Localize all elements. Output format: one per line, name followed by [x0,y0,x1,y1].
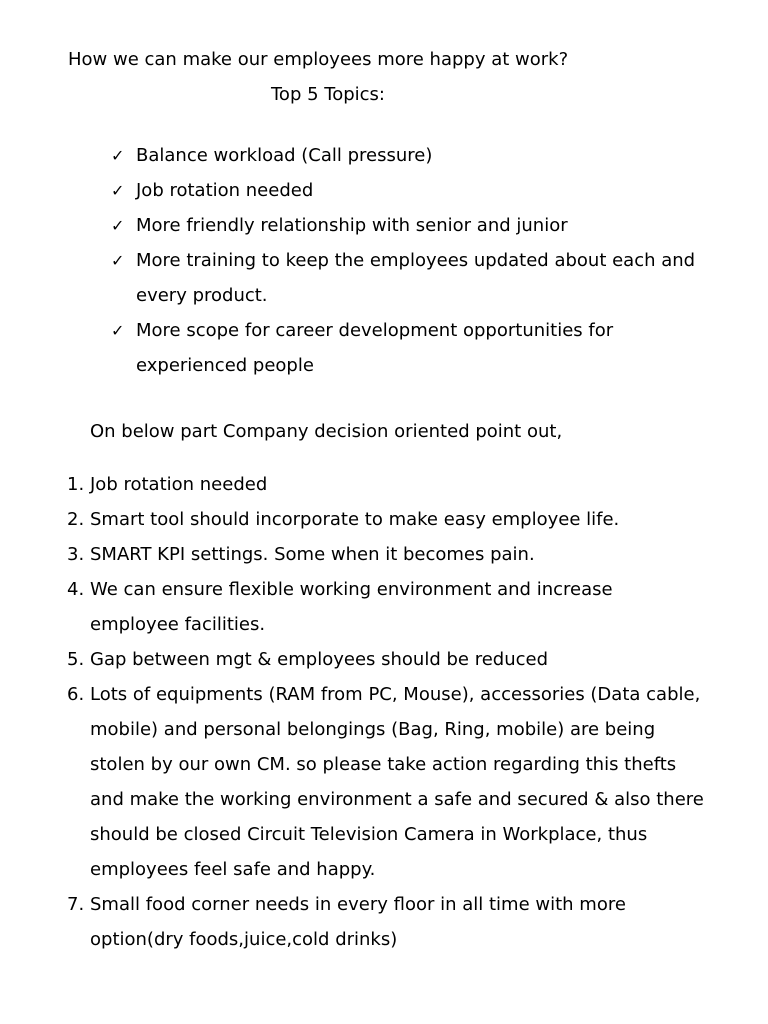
decision-points-list [0,467,768,957]
checklist-item [0,173,768,208]
checklist-item-text: Balance workload (Call pressure) [136,145,433,166]
check-mark-icon: ✓ [111,146,125,165]
checklist-item-text: More scope for career development opportunities for experienced people [136,320,614,376]
list-number: 7. [67,894,85,915]
list-item [0,537,768,572]
list-item-text: Job rotation needed [90,474,268,495]
decision-intro: On below part Company decision oriented point out, [90,421,563,442]
check-mark-icon: ✓ [111,181,125,200]
checklist-item-text: Job rotation needed [136,180,314,201]
check-mark-icon: ✓ [111,216,125,235]
question-heading: How we can make our employees more happy at work? [68,49,569,70]
list-item-text: Gap between mgt & employees should be reduced [90,649,549,670]
list-item [0,572,768,642]
list-number: 3. [67,544,85,565]
list-item-text: Lots of equipments (RAM from PC, Mouse), accessories (Data cable, mobile) and personal belongings (Bag, Ring, mobile) are being stolen by our own CM. so please take action regarding this thefts and make the working environment a safe and secured & also there should be closed Circuit Television Camera in Workplace, thus employees feel safe and happy. [90,684,704,880]
check-mark-icon: ✓ [111,321,125,340]
list-item [0,887,768,957]
list-number: 4. [67,579,85,600]
checklist-item-text: More training to keep the employees updated about each and every product. [136,250,696,306]
list-item-text: Small food corner needs in every floor in all time with more option(dry foods,juice,cold drinks) [90,894,626,950]
list-number: 6. [67,684,85,705]
checklist-item [0,243,768,313]
list-number: 1. [67,474,85,495]
list-item [0,467,768,502]
list-number: 2. [67,509,85,530]
list-item [0,642,768,677]
checklist-item [0,208,768,243]
checklist-item-text: More friendly relationship with senior and junior [136,215,568,236]
list-item-text: We can ensure flexible working environment and increase employee facilities. [90,579,613,635]
checklist-item [0,138,768,173]
list-number: 5. [67,649,85,670]
check-mark-icon: ✓ [111,251,125,270]
list-item-text: Smart tool should incorporate to make easy employee life. [90,509,620,530]
topics-checklist [0,138,768,383]
list-item [0,502,768,537]
list-item-text: SMART KPI settings. Some when it becomes pain. [90,544,535,565]
list-item [0,677,768,887]
topics-subheading: Top 5 Topics: [271,84,385,105]
checklist-item [0,313,768,383]
